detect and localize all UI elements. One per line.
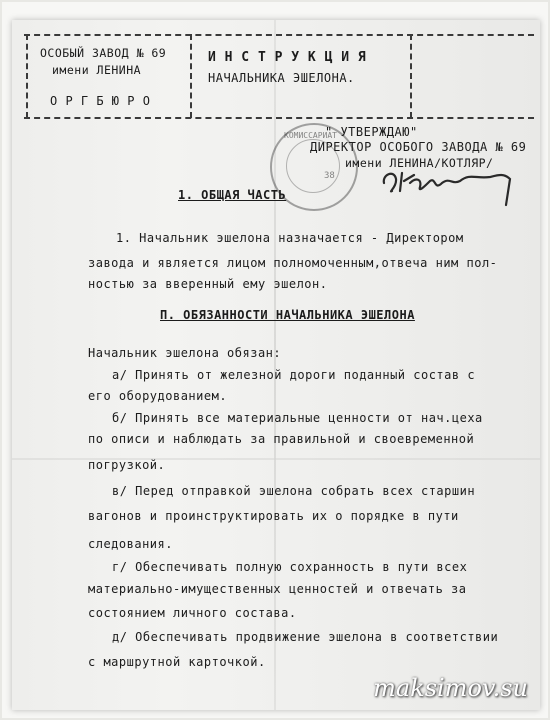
document-title: И Н С Т Р У К Ц И Я [208,50,367,65]
duty-line: д/ Обеспечивать продвижение эшелона в соответствии [112,630,499,644]
duty-line: с маршрутной карточкой. [88,655,266,669]
section-1-line: ностью за вверенный ему эшелон. [88,277,328,291]
approval-director: ДИРЕКТОР ОСОБОГО ЗАВОДА № 69 [310,140,527,154]
duty-line: его оборудованием. [88,389,228,403]
duty-line: а/ Принять от железной дороги поданный состав с [112,368,476,382]
header-bottom-border [24,117,534,119]
section-2-intro: Начальник эшелона обязан: [88,346,282,360]
duty-line: в/ Перед отправкой эшелона собрать всех старшин [112,484,476,498]
duty-line: материально-имущественных ценностей и отвечать за [88,582,467,596]
duty-line: состоянием личного состава. [88,606,297,620]
duty-line: по описи и наблюдать за правильной и своевременной [88,432,475,446]
header-divider-2 [410,34,412,118]
section-1-heading: 1. ОБЩАЯ ЧАСТЬ [178,188,287,202]
approval-label: " УТВЕРЖДАЮ" [325,125,418,139]
section-1-line: 1. Начальник эшелона назначается - Директором [116,231,464,245]
section-2-heading: П. ОБЯЗАННОСТИ НАЧАЛЬНИКА ЭШЕЛОНА [160,308,415,322]
director-signature [380,165,520,215]
document-subtitle: НАЧАЛЬНИКА ЭШЕЛОНА. [208,71,355,85]
factory-named-after: имени ЛЕНИНА [52,63,142,77]
section-1-line: завода и является лицом полномоченным,отвеча ним пол- [88,256,498,270]
duty-line: г/ Обеспечивать полную сохранность в пути всех [112,560,468,574]
department-name: О Р Г Б Ю Р О [50,94,151,108]
watermark: maksimov.su [373,674,528,702]
stamp-text: КОМИССАРИАТ [284,131,337,140]
duty-line: погрузкой. [88,458,166,472]
duty-line: б/ Принять все материальные ценности от нач.цеха [112,411,483,425]
duty-line: следования. [88,537,173,551]
header-top-border [24,34,534,36]
duty-line: вагонов и проинструктировать их о порядке в пути [88,509,459,523]
stamp-date: 38 [324,171,335,181]
header-left-border [26,34,28,118]
approval-name: имени ЛЕНИНА/КОТЛЯР/ [345,156,494,170]
header-divider-1 [190,34,192,118]
factory-name: ОСОБЫЙ ЗАВОД № 69 [40,46,167,60]
